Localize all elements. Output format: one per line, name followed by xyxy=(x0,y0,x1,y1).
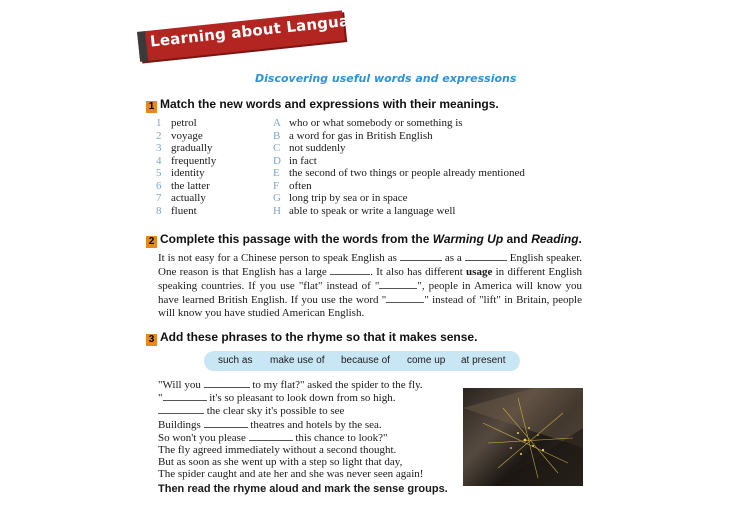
item-word: fluent xyxy=(171,204,197,217)
item-word: actually xyxy=(171,192,206,204)
section2-heading-text: Complete this passage with the words from the xyxy=(160,232,433,246)
rhyme-line xyxy=(158,404,423,417)
section-banner xyxy=(136,0,372,62)
rhyme-line xyxy=(158,378,423,391)
item-word: the latter xyxy=(171,179,210,192)
passage-text: English speaker. One reason is that English has a large xyxy=(158,252,583,278)
answer-blank[interactable] xyxy=(400,251,442,261)
section3-heading xyxy=(146,330,477,346)
item-number: 7 xyxy=(156,192,162,204)
item-number: 8 xyxy=(156,204,162,217)
passage-text: ", people in America will know you have learned British English. If you use the word " xyxy=(158,280,582,306)
answer-blank[interactable] xyxy=(386,293,424,303)
spider-web-illustration xyxy=(463,388,583,486)
passage-paragraph xyxy=(158,251,582,320)
page-subtitle: Discovering useful words and expressions xyxy=(255,72,517,85)
item-meaning: not suddenly xyxy=(289,142,346,154)
item-meaning: long trip by sea or in space xyxy=(289,192,408,204)
passage-text: " instead of "lift" in Britain, people will know you have studied American English. xyxy=(158,294,583,319)
rhyme-fragment: " xyxy=(158,392,163,405)
answer-blank[interactable] xyxy=(204,418,248,428)
item-letter: D xyxy=(273,154,281,167)
passage-text: in different English speaking countries. If you use "flat" instead of " xyxy=(158,266,583,292)
item-letter: B xyxy=(273,129,281,142)
answer-blank[interactable] xyxy=(379,279,417,289)
item-word: identity xyxy=(171,167,205,179)
section1-heading xyxy=(146,97,499,113)
answer-blank[interactable] xyxy=(158,404,204,414)
item-number: 3 xyxy=(156,142,162,154)
item-meaning: the second of two things or people already mentioned xyxy=(289,167,525,179)
item-letter: F xyxy=(273,179,280,192)
section3-footer-instruction: Then read the rhyme aloud and mark the sense groups. xyxy=(158,483,448,495)
rhyme-fragment: it's so pleasant to look down from so high. xyxy=(209,392,396,405)
item-letter: H xyxy=(273,204,281,217)
item-number: 5 xyxy=(156,167,162,179)
section2-heading-end: . xyxy=(578,232,582,246)
section2-heading xyxy=(146,232,582,248)
rhyme-fragment: theatres and hotels by the sea. xyxy=(250,418,382,431)
item-letter: A xyxy=(273,117,281,129)
item-meaning: able to speak or write a language well xyxy=(289,204,456,217)
banner-title: Learning about Language xyxy=(149,9,372,51)
item-meaning: who or what somebody or something is xyxy=(289,117,463,129)
section3-heading-text: Add these phrases to the rhyme so that it makes sense. xyxy=(160,330,478,344)
item-meaning: a word for gas in British English xyxy=(289,129,433,142)
item-meaning: often xyxy=(289,179,312,192)
passage-bold-word: usage xyxy=(466,266,493,278)
rhyme-fragment: this chance to look?" xyxy=(295,431,388,444)
phrase-chip: make use of xyxy=(270,355,325,366)
item-letter: E xyxy=(273,167,280,179)
section2-heading-reading: Reading xyxy=(531,232,579,246)
item-number: 6 xyxy=(156,179,162,192)
item-word: frequently xyxy=(171,154,217,167)
item-number: 2 xyxy=(156,129,162,142)
answer-blank[interactable] xyxy=(465,251,507,261)
section1-number-badge: 1 xyxy=(146,101,157,113)
section1-heading-text: Match the new words and expressions with their meanings. xyxy=(160,97,499,111)
rhyme-fragment: So won't you please xyxy=(158,431,246,444)
phrase-chip: come up xyxy=(407,355,446,366)
passage-text: as a xyxy=(444,252,462,264)
rhyme-line xyxy=(158,391,423,404)
answer-blank[interactable] xyxy=(163,391,207,401)
item-word: voyage xyxy=(171,129,203,142)
rhyme-line: The fly agreed immediately without a second thought. xyxy=(158,444,397,457)
rhyme-fragment: the clear sky it's possible to see xyxy=(206,405,345,418)
rhyme-line: The spider caught and ate her and she was never seen again! xyxy=(158,468,424,481)
section2-heading-and: and xyxy=(503,232,532,246)
rhyme-line xyxy=(158,418,423,431)
passage-text: . It also has different xyxy=(370,266,463,278)
item-letter: G xyxy=(273,192,281,204)
answer-blank[interactable] xyxy=(249,431,293,441)
spider-web-photo xyxy=(463,388,583,486)
section2-number-badge: 2 xyxy=(146,236,157,248)
section2-heading-warming-up: Warming Up xyxy=(432,232,504,246)
item-letter: C xyxy=(273,142,281,154)
phrase-chip: at present xyxy=(461,355,506,366)
rhyme-line: But as soon as she went up with a step so light that day, xyxy=(158,456,403,469)
rhyme-line xyxy=(158,431,423,444)
answer-blank[interactable] xyxy=(330,265,370,275)
section3-number-badge: 3 xyxy=(146,334,157,346)
phrase-box xyxy=(204,351,520,371)
phrase-chip: because of xyxy=(341,355,390,366)
rhyme-fragment: Buildings xyxy=(158,418,201,431)
item-meaning: in fact xyxy=(289,154,317,167)
item-number: 1 xyxy=(156,117,162,129)
rhyme-fragment: "Will you xyxy=(158,379,201,391)
passage-text: It is not easy for a Chinese person to speak English as xyxy=(158,252,397,264)
item-number: 4 xyxy=(156,154,162,167)
item-word: gradually xyxy=(171,142,213,154)
rhyme-fragment: to my flat?" asked the spider to the fly. xyxy=(252,379,423,391)
phrase-chip: such as xyxy=(218,355,253,366)
answer-blank[interactable] xyxy=(204,378,250,388)
item-word: petrol xyxy=(171,117,197,129)
rhyme-text xyxy=(158,378,423,481)
